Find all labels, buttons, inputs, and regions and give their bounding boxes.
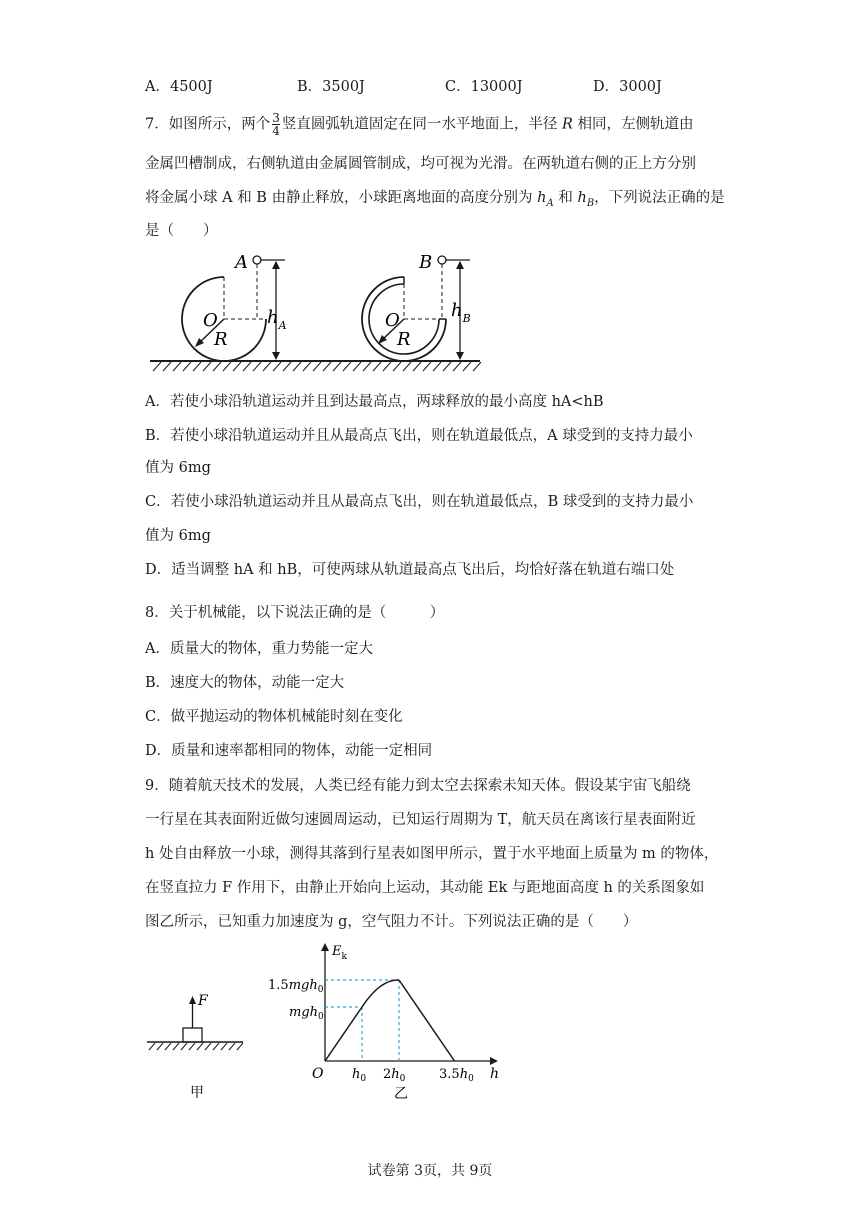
x-axis-arrowhead bbox=[490, 1057, 498, 1065]
q7-option-a: A．若使小球沿轨道运动并且到达最高点，两球释放的最小高度 hA<hB bbox=[145, 394, 604, 410]
block bbox=[183, 1028, 202, 1042]
q7-track-figure bbox=[145, 248, 495, 373]
force-arrowhead bbox=[189, 996, 196, 1004]
guide-lines bbox=[325, 980, 399, 1061]
ball-b-label: B bbox=[419, 252, 433, 273]
fraction-numerator: 3 bbox=[272, 111, 280, 125]
right-radius-label: R bbox=[397, 329, 411, 350]
q8-option-b: B．速度大的物体，动能一定大 bbox=[145, 675, 345, 691]
q7-stem-line4: 是（ ） bbox=[145, 223, 218, 239]
q8-option-a: A．质量大的物体，重力势能一定大 bbox=[145, 641, 373, 657]
q7-stem-line1 bbox=[145, 112, 694, 137]
x-tick-h0: $h_0$ bbox=[352, 1067, 367, 1084]
q9-stem-line1: 9．随着航天技术的发展，人类已经有能力到太空去探索未知天体。假设某宇宙飞船绕 bbox=[145, 778, 691, 794]
ha-arrowhead-up bbox=[272, 261, 280, 269]
q9-figure-jia bbox=[145, 990, 250, 1105]
ek-curve bbox=[325, 980, 455, 1061]
y-tick-mgh0: mgh$_0$ bbox=[289, 1005, 324, 1022]
caption-jia: 甲 bbox=[190, 1085, 204, 1101]
q7-stem-part: 7．如图所示，两个 bbox=[145, 116, 271, 133]
ball-a-label: A bbox=[235, 252, 248, 273]
q7-stem-part: 竖直圆弧轨道固定在同一水平地面上，半径 bbox=[281, 116, 558, 133]
q6-option-b: B．3500J bbox=[297, 79, 365, 95]
ha-label: $h_A$ bbox=[267, 307, 287, 332]
fraction-denominator: 4 bbox=[272, 124, 280, 138]
hb-arrowhead-up bbox=[456, 261, 464, 269]
q7-stem-line2: 金属凹槽制成，右侧轨道由金属圆管制成，均可视为光滑。在两轨道右侧的正上方分别 bbox=[145, 156, 696, 172]
left-radius-label: R bbox=[214, 329, 228, 350]
q6-option-a: A．4500J bbox=[145, 79, 213, 95]
q8-stem: 8．关于机械能，以下说法正确的是（ ） bbox=[145, 605, 445, 621]
q7-option-d: D．适当调整 hA 和 hB，可使两球从轨道最高点飞出后，均恰好落在轨道右端口处 bbox=[145, 562, 675, 578]
q7-option-b-line1: B．若使小球沿轨道运动并且从最高点飞出，则在轨道最低点，A 球受到的支持力最小 bbox=[145, 428, 693, 444]
q9-stem-line5: 图乙所示，已知重力加速度为 g，空气阻力不计。下列说法正确的是（ ） bbox=[145, 914, 638, 930]
q9-stem-line4: 在竖直拉力 F 作用下，由静止开始向上运动，其动能 Ek 与距地面高度 h 的关系图象如 bbox=[145, 880, 705, 896]
q7-stem-part: 将金属小球 A 和 B 由静止释放，小球距离地面的高度分别为 bbox=[145, 190, 533, 206]
q7-stem-part: 相同，左侧轨道由 bbox=[577, 116, 694, 133]
q8-option-c: C．做平抛运动的物体机械能时刻在变化 bbox=[145, 709, 403, 725]
ground-hatching bbox=[153, 362, 481, 371]
q9-figure-yi-chart bbox=[262, 938, 502, 1108]
curve-segment-linear-fall bbox=[399, 980, 455, 1061]
caption-yi: 乙 bbox=[394, 1086, 408, 1102]
x-tick-3.5h0: $3.5h_0$ bbox=[439, 1067, 474, 1084]
force-label: F bbox=[198, 993, 208, 1009]
curve-segment-linear-rise bbox=[325, 1007, 362, 1061]
page-footer: 试卷第 3页，共 9页 bbox=[367, 1163, 493, 1179]
q9-stem-line3: h 处自由释放一小球，测得其落到行星表如图甲所示，置于水平地面上质量为 m 的物体， bbox=[145, 846, 719, 862]
q7-option-b-line2: 值为 6mg bbox=[145, 460, 211, 476]
q9-stem-line2: 一行星在其表面附近做匀速圆周运动，已知运行周期为 T，航天员在离该行星表面附近 bbox=[145, 812, 696, 828]
q6-option-c: C．13000J bbox=[445, 79, 523, 95]
q7-stem-part: 和 bbox=[558, 190, 573, 206]
q7-stem-part: ，下列说法正确的是 bbox=[594, 190, 725, 206]
y-axis-arrowhead bbox=[321, 943, 329, 951]
x-axis-label: h bbox=[490, 1066, 500, 1082]
hb-label: $h_B$ bbox=[451, 300, 471, 325]
q6-option-d: D．3000J bbox=[593, 79, 662, 95]
right-center-label: O bbox=[385, 310, 400, 331]
q7-option-c-line1: C．若使小球沿轨道运动并且从最高点飞出，则在轨道最低点，B 球受到的支持力最小 bbox=[145, 494, 694, 510]
q7-stem-line3: 将金属小球 A 和 B 由静止释放，小球距离地面的高度分别为 $h_A$ 和 $h_B$，下列说法正确的是 bbox=[145, 190, 725, 209]
jia-ground-hatching bbox=[149, 1043, 243, 1050]
y-axis-label: $E_k$ bbox=[332, 944, 347, 962]
q8-option-d: D．质量和速率都相同的物体，动能一定相同 bbox=[145, 743, 433, 759]
origin-label: O bbox=[312, 1066, 324, 1082]
x-tick-2h0: $2h_0$ bbox=[383, 1067, 406, 1084]
hb-arrowhead-down bbox=[456, 352, 464, 360]
ha-arrowhead-down bbox=[272, 352, 280, 360]
ball-a bbox=[253, 256, 261, 264]
y-tick-1.5mgh0: 1.5mgh$_0$ bbox=[268, 978, 324, 995]
radius-symbol: R bbox=[561, 116, 573, 133]
curve-segment-concave bbox=[362, 980, 399, 1007]
q7-option-c-line2: 值为 6mg bbox=[145, 528, 211, 544]
left-center-label: O bbox=[203, 310, 218, 331]
three-quarter-fraction bbox=[272, 112, 280, 137]
ball-b bbox=[438, 256, 446, 264]
